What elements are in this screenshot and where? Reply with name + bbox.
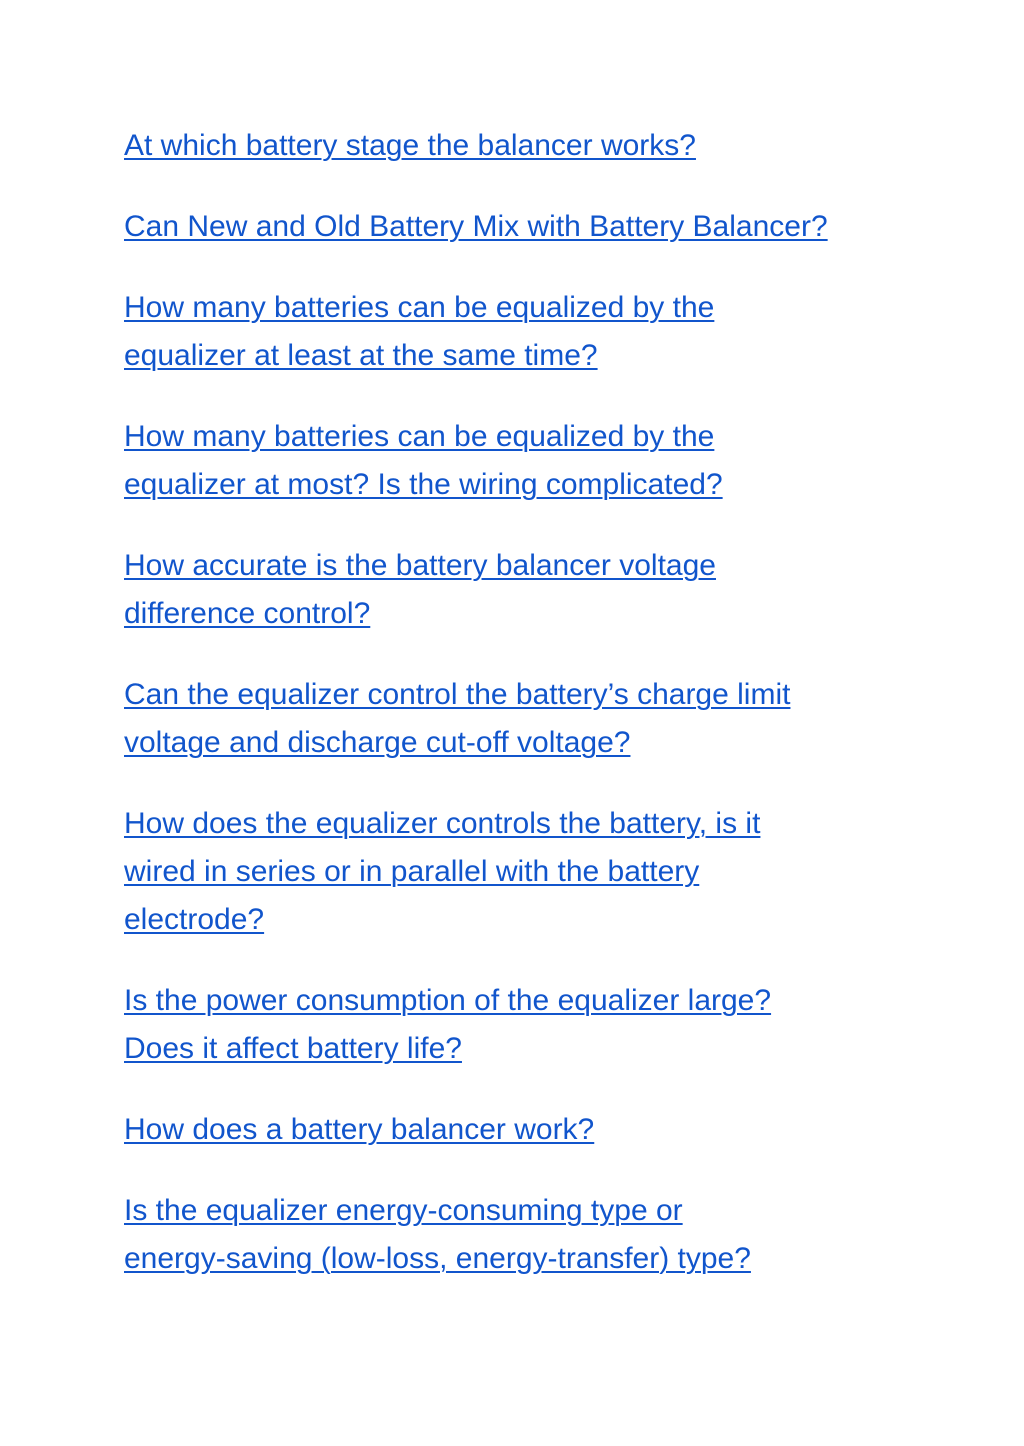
link-line: How many batteries can be equalized by the [124, 420, 715, 453]
faq-link-series-or-parallel[interactable] [124, 800, 904, 944]
link-line: difference control? [124, 597, 371, 630]
document-page [124, 122, 904, 1316]
faq-link-batteries-at-least[interactable] [124, 284, 904, 380]
list-item [124, 800, 904, 944]
link-line: How does the equalizer controls the battery, is it [124, 807, 761, 840]
list-item [124, 671, 904, 767]
link-line: voltage and discharge cut-off voltage? [124, 726, 631, 759]
list-item [124, 122, 904, 170]
link-line: How accurate is the battery balancer voltage [124, 549, 716, 582]
link-line: Does it affect battery life? [124, 1032, 462, 1065]
faq-link-power-consumption[interactable] [124, 977, 904, 1073]
faq-link-charge-limit[interactable] [124, 671, 904, 767]
faq-link-new-old-battery-mix[interactable] [124, 203, 904, 251]
list-item [124, 542, 904, 638]
list-item [124, 413, 904, 509]
link-line: Is the power consumption of the equalizer large? [124, 984, 772, 1017]
link-line: equalizer at most? Is the wiring complicated? [124, 468, 723, 501]
link-line: energy-saving (low-loss, energy-transfer) type? [124, 1242, 751, 1275]
link-line: How many batteries can be equalized by the [124, 291, 715, 324]
faq-link-energy-type[interactable] [124, 1187, 904, 1283]
list-item [124, 977, 904, 1073]
faq-link-list [124, 122, 904, 1283]
faq-link-batteries-at-most[interactable] [124, 413, 904, 509]
link-line: wired in series or in parallel with the battery [124, 855, 700, 888]
faq-link-voltage-accuracy[interactable] [124, 542, 904, 638]
link-line: Can New and Old Battery Mix with Battery Balancer? [124, 210, 828, 243]
link-line: At which battery stage the balancer works? [124, 129, 696, 162]
link-line: Is the equalizer energy-consuming type or [124, 1194, 683, 1227]
list-item [124, 1106, 904, 1154]
link-line: equalizer at least at the same time? [124, 339, 598, 372]
faq-link-balancer-stage[interactable] [124, 122, 904, 170]
faq-link-how-balancer-works[interactable] [124, 1106, 904, 1154]
link-line: Can the equalizer control the battery’s charge limit [124, 678, 791, 711]
list-item [124, 203, 904, 251]
list-item [124, 1187, 904, 1283]
link-line: How does a battery balancer work? [124, 1113, 595, 1146]
link-line: electrode? [124, 903, 265, 936]
list-item [124, 284, 904, 380]
